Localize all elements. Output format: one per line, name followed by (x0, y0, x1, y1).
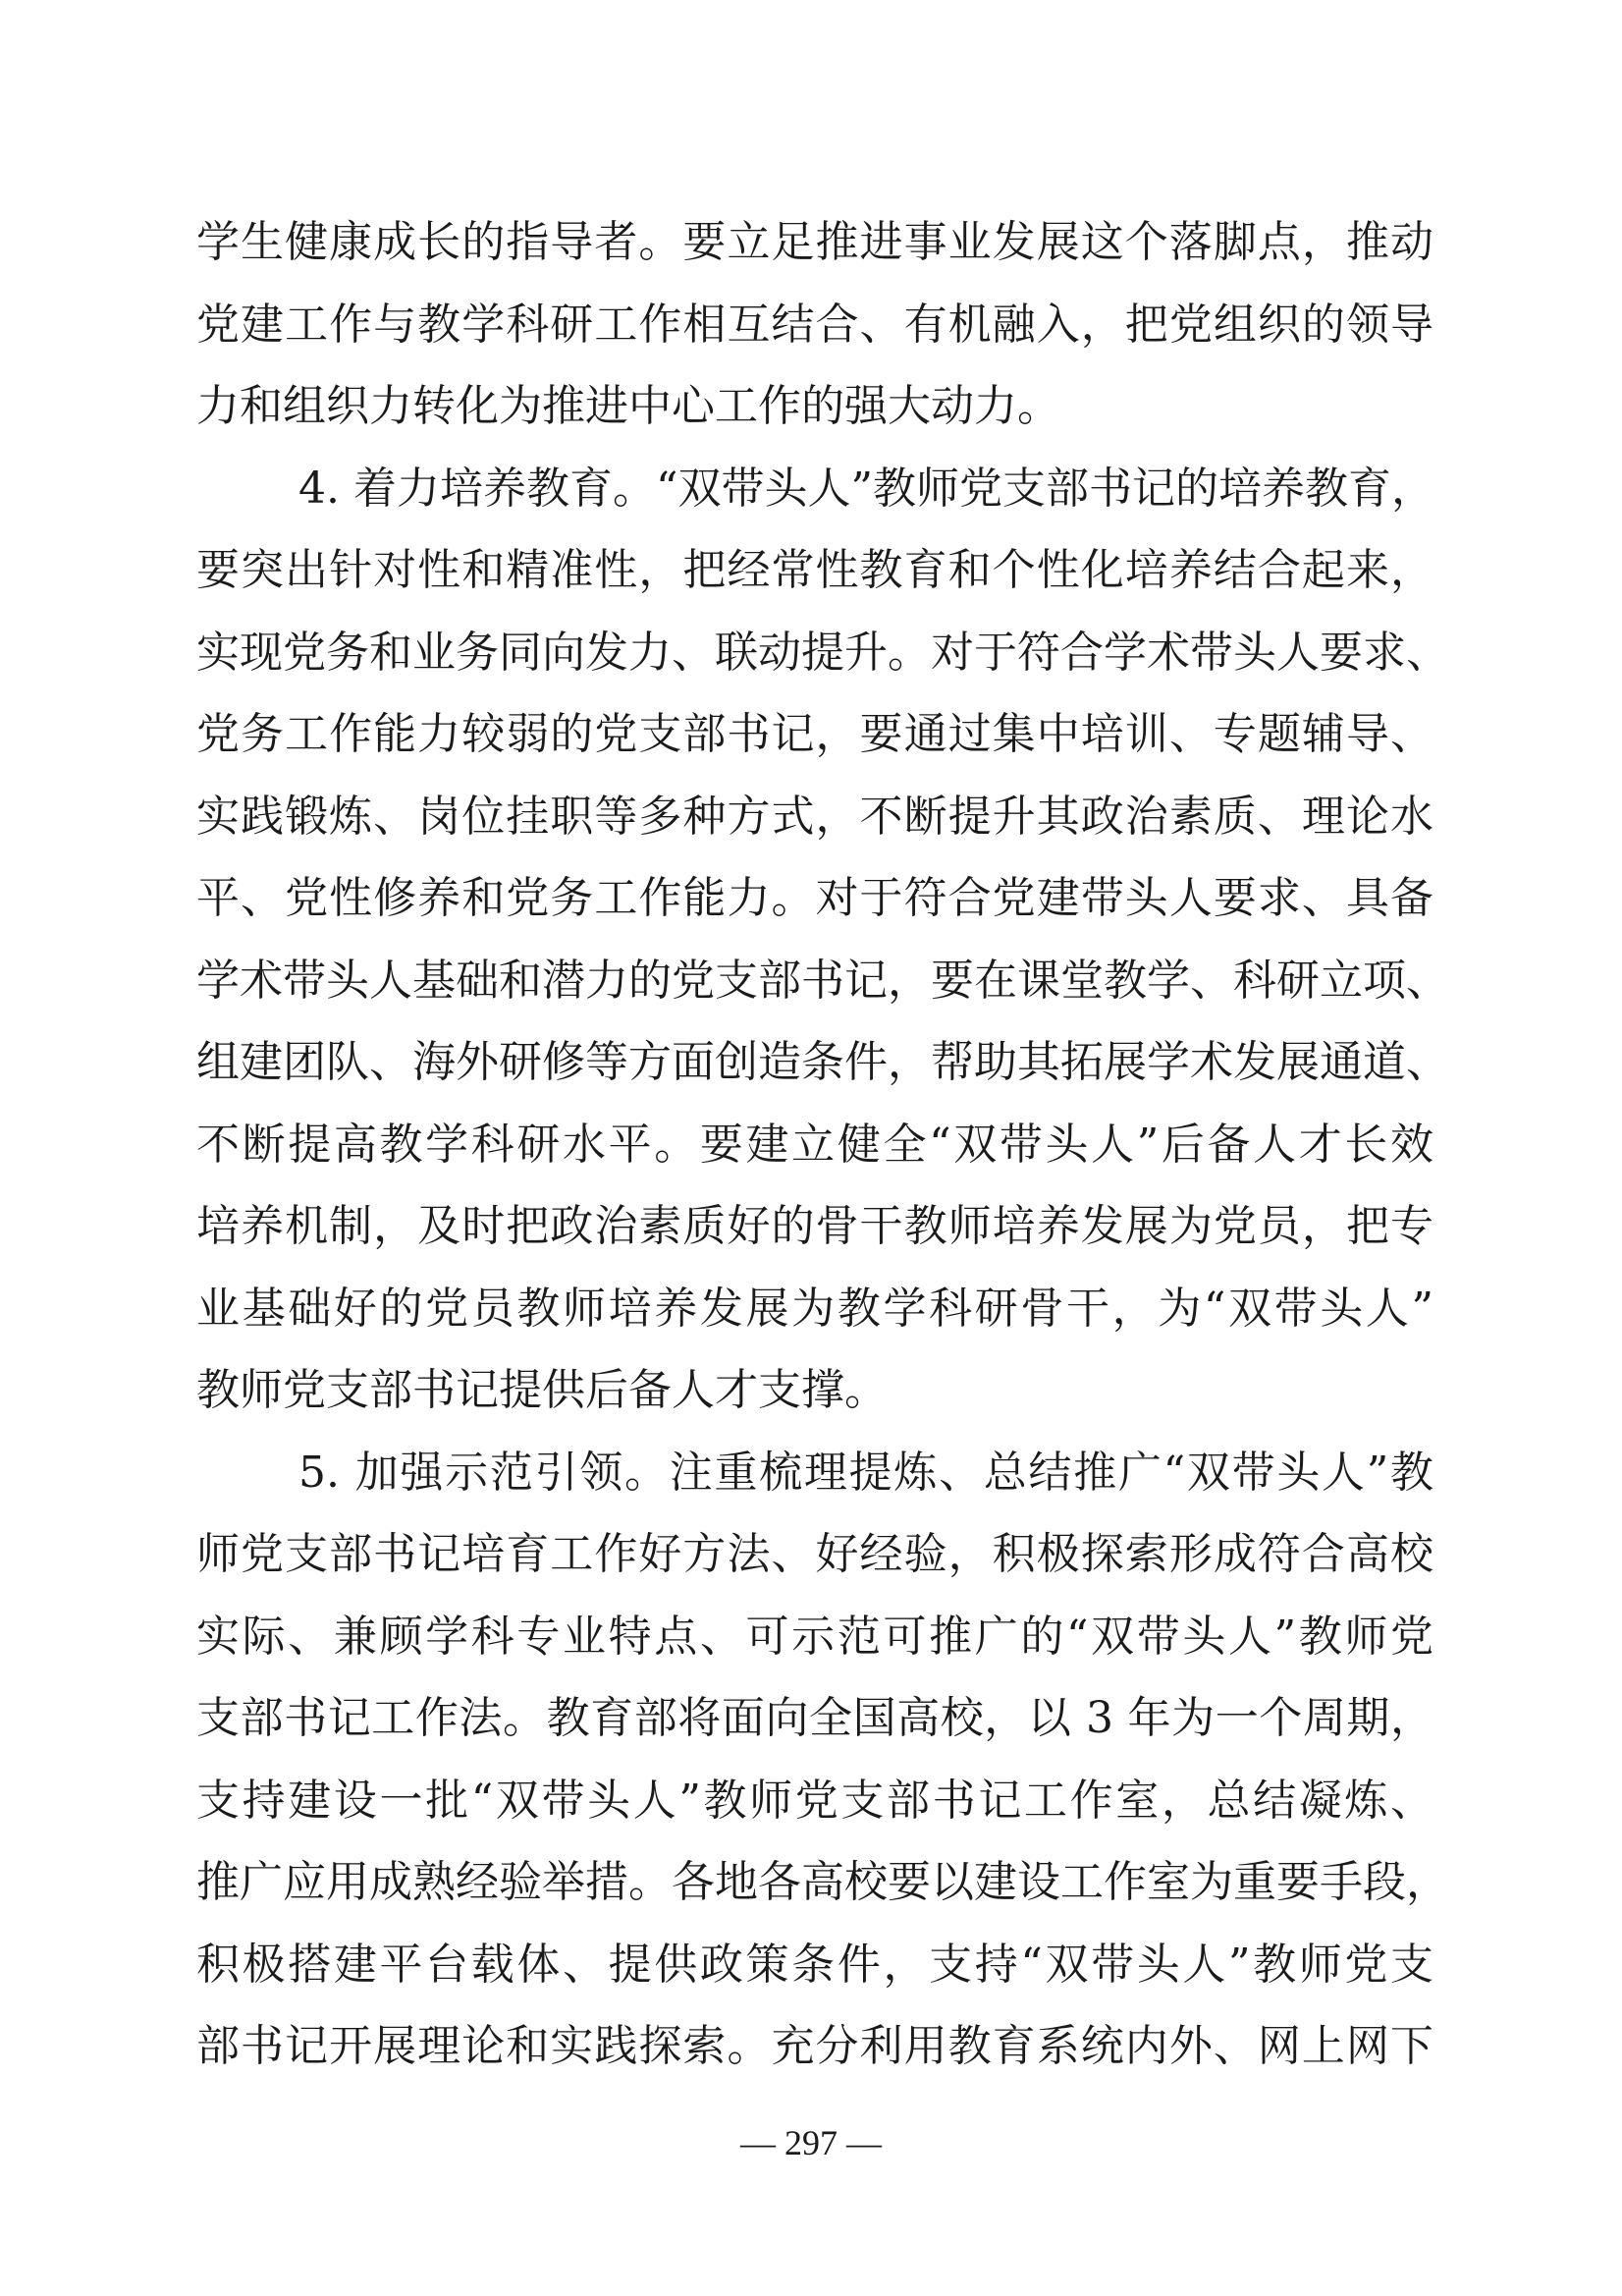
text-line: 实现党务和业务同向发力、联动提升。对于符合学术带头人要求、 (196, 627, 1449, 678)
text-line: 要突出针对性和精准性，把经常性教育和个性化培养结合起来， (196, 545, 1433, 595)
text-line: 实践锻炼、岗位挂职等多种方式，不断提升其政治素质、理论水 (196, 791, 1433, 842)
text-line: 业基础好的党员教师培养发展为教学科研骨干，为“双带头人” (196, 1283, 1433, 1334)
text-line: 教师党支部书记提供后备人才支撑。 (196, 1365, 888, 1415)
text-line: 积极搭建平台载体、提供政策条件，支持“双带头人”教师党支 (196, 1939, 1433, 1990)
text-line: 学生健康成长的指导者。要立足推进事业发展这个落脚点，推动 (196, 217, 1433, 267)
text-line: 党建工作与教学科研工作相互结合、有机融入，把党组织的领导 (196, 299, 1433, 350)
text-line: 部书记开展理论和实践探索。充分利用教育系统内外、网上网下 (196, 2021, 1433, 2071)
text-line: 培养机制，及时把政治素质好的骨干教师培养发展为党员，把专 (196, 1201, 1433, 1251)
body-text (196, 201, 1449, 2088)
text-line: 推广应用成熟经验举措。各地各高校要以建设工作室为重要手段， (196, 1857, 1449, 1907)
page-number: — 297 — (740, 2123, 882, 2162)
text-line: 党务工作能力较弱的党支部书记，要通过集中培训、专题辅导、 (196, 709, 1433, 759)
text-line: 力和组织力转化为推进中心工作的强大动力。 (196, 381, 1060, 431)
text-line: 组建团队、海外研修等方面创造条件，帮助其拓展学术发展通道、 (196, 1037, 1449, 1087)
text-line: 师党支部书记培育工作好方法、好经验，积极探索形成符合高校 (196, 1529, 1433, 1579)
text-line: 4. 着力培养教育。“双带头人”教师党支部书记的培养教育， (298, 463, 1434, 514)
text-line: 不断提高教学科研水平。要建立健全“双带头人”后备人才长效 (196, 1119, 1433, 1170)
text-line: 平、党性修养和党务工作能力。对于符合党建带头人要求、具备 (196, 873, 1433, 923)
text-line: 支部书记工作法。教育部将面向全国高校，以 3 年为一个周期， (196, 1693, 1433, 1743)
text-line: 实际、兼顾学科专业特点、可示范可推广的“双带头人”教师党 (196, 1611, 1433, 1662)
text-line: 学术带头人基础和潜力的党支部书记，要在课堂教学、科研立项、 (196, 955, 1449, 1006)
text-line: 5. 加强示范引领。注重梳理提炼、总结推广“双带头人”教 (298, 1447, 1433, 1498)
text-line: 支持建设一批“双带头人”教师党支部书记工作室，总结凝炼、 (196, 1775, 1433, 1826)
